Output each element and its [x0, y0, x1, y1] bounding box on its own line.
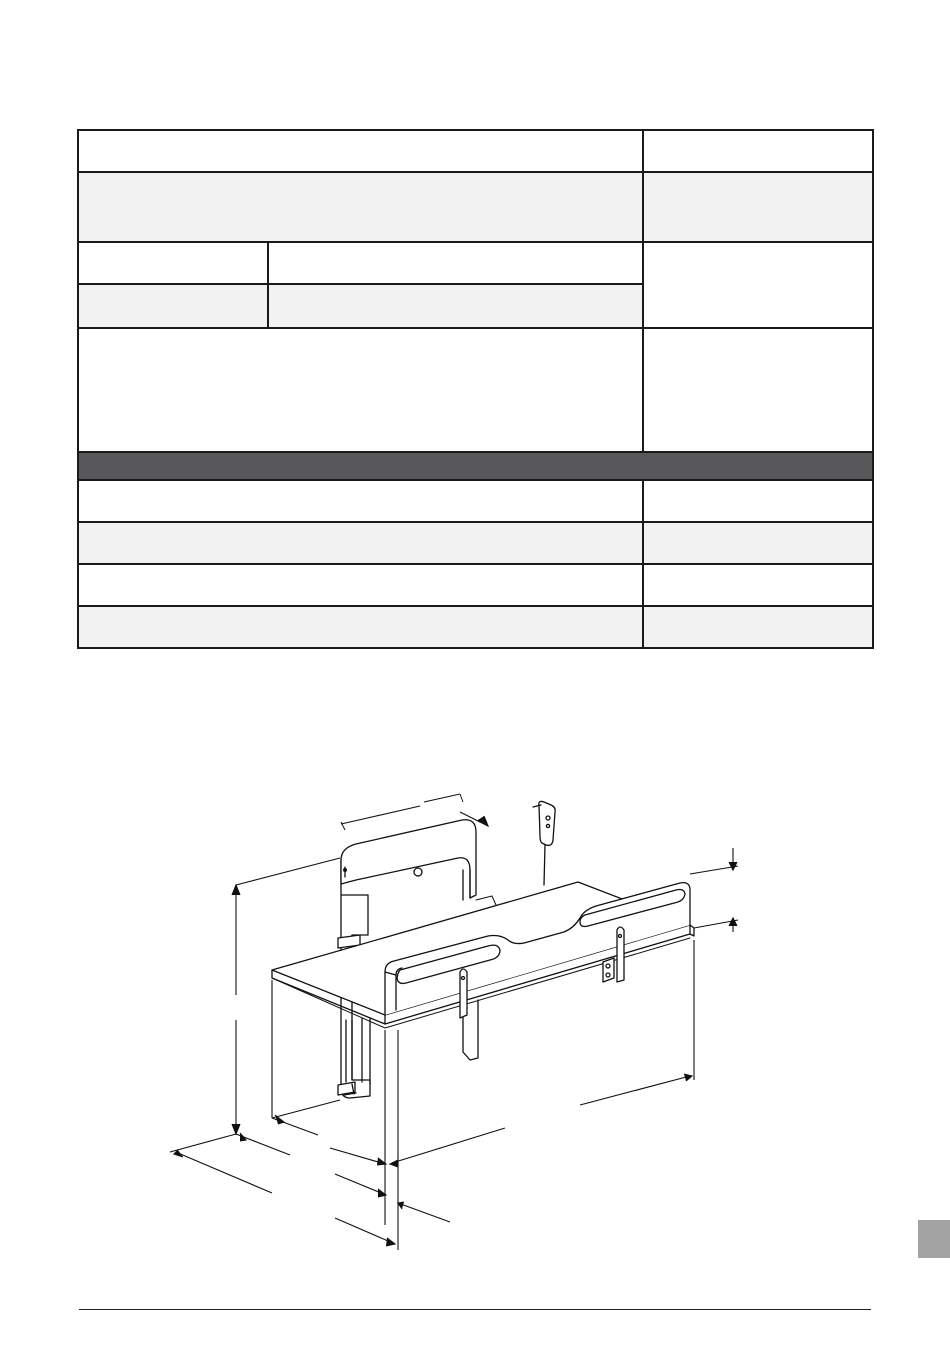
table-top: [272, 882, 694, 1028]
row-value-cell: [642, 523, 872, 563]
row-value-cell: [642, 565, 872, 605]
row-value-cell: [642, 481, 872, 521]
front-side-rail: [385, 883, 690, 1015]
page-tab-marker: [918, 1220, 950, 1258]
section-header-bar: [79, 451, 872, 481]
row-value-cell: [642, 173, 872, 241]
row-sub-cell: [267, 285, 642, 327]
hand-control-pendant: [533, 801, 555, 885]
row-value-cell: [642, 607, 872, 647]
specification-table: [77, 129, 874, 649]
footer-divider: [79, 1309, 871, 1310]
row-value-cell: [642, 131, 872, 173]
dimension-lines: [170, 794, 738, 1250]
row-value-cell: [642, 329, 872, 451]
wall-bracket-column: [338, 820, 476, 1098]
row-value-cell: [642, 243, 872, 327]
row-sub-cell: [267, 243, 642, 285]
